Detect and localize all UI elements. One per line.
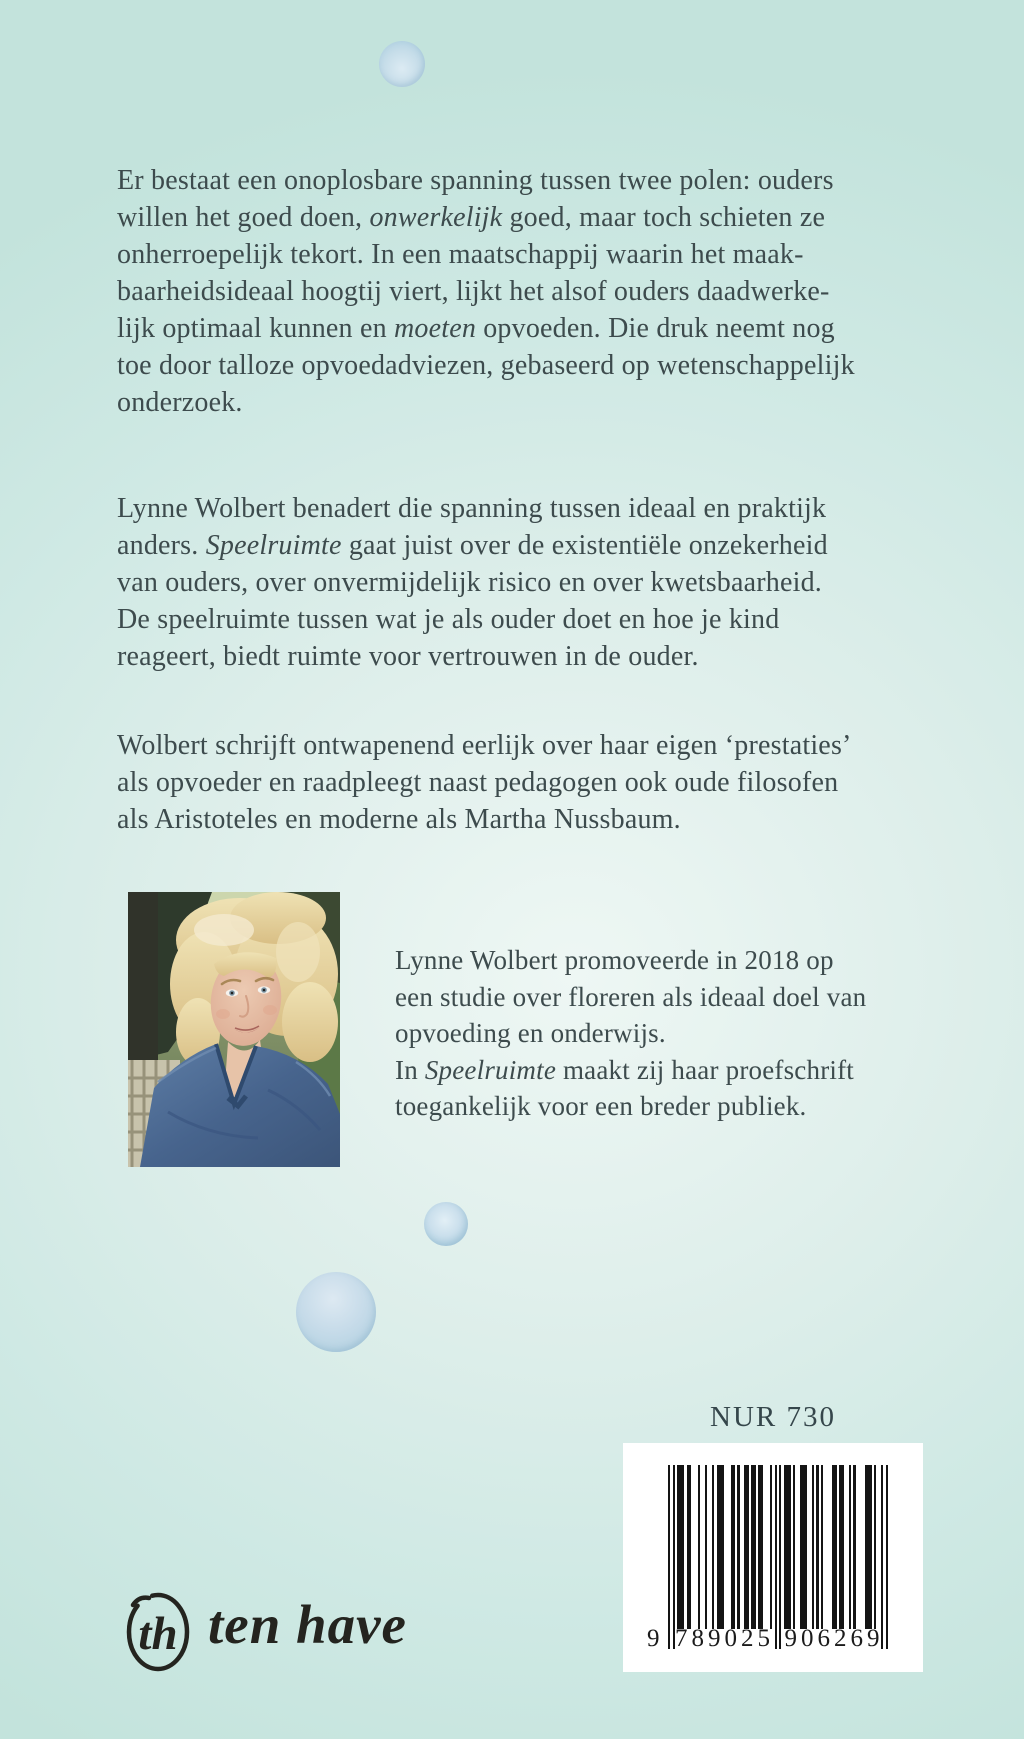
ten-have-monogram: th — [138, 1608, 178, 1660]
barcode-bars — [668, 1465, 888, 1652]
barcode-bar — [770, 1465, 772, 1629]
publisher-wordmark: ten have — [208, 1594, 407, 1655]
barcode-bar — [793, 1465, 795, 1629]
text-line: als Aristoteles en moderne als Martha Nussbaum. — [117, 804, 681, 835]
barcode-bar — [758, 1465, 763, 1629]
text-line: toegankelijk voor een breder publiek. — [395, 1091, 807, 1121]
barcode-bar — [816, 1465, 818, 1629]
text-line: Er bestaat een onoplosbare spanning tussen twee polen: ouders — [117, 165, 834, 196]
barcode-bar — [698, 1465, 700, 1629]
text-line: baarheidsideaal hoogtij viert, lijkt het alsof ouders daadwerke- — [117, 276, 830, 307]
barcode-bar — [744, 1465, 749, 1629]
barcode-bar — [705, 1465, 707, 1629]
barcode-bar — [784, 1465, 791, 1629]
barcode-bar — [849, 1465, 851, 1629]
barcode-bar — [668, 1465, 670, 1649]
barcode-bar — [775, 1465, 777, 1649]
text-line: Wolbert schrijft ontwapenend eerlijk over haar eigen ‘prestaties’ — [117, 730, 852, 761]
text-line: opvoeding en onderwijs. — [395, 1018, 666, 1048]
barcode-bar — [673, 1465, 675, 1649]
author-bio — [395, 942, 866, 1125]
barcode-bar — [800, 1465, 807, 1629]
text-line: Lynne Wolbert benadert die spanning tussen ideaal en praktijk — [117, 493, 827, 524]
nur-code: NUR 730 — [710, 1401, 836, 1433]
barcode-bar — [737, 1465, 739, 1629]
blurb-paragraph-1 — [117, 162, 855, 421]
barcode-bar — [881, 1465, 883, 1649]
text-line: willen het goed doen, onwerkelijk goed, maar toch schieten ze — [117, 202, 826, 233]
barcode-bar — [865, 1465, 872, 1629]
bubble-decoration — [424, 1202, 468, 1246]
text-line: In Speelruimte maakt zij haar proefschrift — [395, 1054, 854, 1085]
barcode-number — [623, 1625, 923, 1655]
barcode-bar — [779, 1465, 781, 1649]
barcode — [623, 1443, 923, 1672]
barcode-bar — [821, 1465, 823, 1629]
barcode-digit-left: 9 — [647, 1625, 660, 1652]
ten-have-monogram-circle — [124, 1589, 192, 1673]
barcode-bar — [886, 1465, 888, 1649]
text-line: De speelruimte tussen wat je als ouder doet en hoe je kind — [117, 604, 780, 635]
barcode-bar — [687, 1465, 692, 1629]
blurb-paragraph-2 — [117, 490, 828, 675]
text-line: onherroepelijk tekort. In een maatschappij waarin het maak- — [117, 239, 804, 270]
barcode-bar — [731, 1465, 736, 1629]
text-line: reageert, biedt ruimte voor vertrouwen in de ouder. — [117, 641, 699, 672]
text-line: van ouders, over onvermijdelijk risico en over kwetsbaarheid. — [117, 567, 822, 598]
barcode-bar — [853, 1465, 855, 1629]
text-line: Lynne Wolbert promoveerde in 2018 op — [395, 945, 834, 975]
barcode-bar — [839, 1465, 844, 1629]
blurb-paragraph-3 — [117, 727, 852, 838]
text-line: lijk optimaal kunnen en moeten opvoeden. Die druk neemt nog — [117, 313, 835, 344]
bubble-decoration — [296, 1272, 376, 1352]
barcode-bar — [812, 1465, 814, 1629]
text-line: toe door talloze opvoedadviezen, gebaseerd op wetenschappelijk — [117, 350, 855, 381]
text-line: anders. Speelruimte gaat juist over de existentiële onzekerheid — [117, 530, 828, 561]
bubble-decoration — [379, 41, 425, 87]
text-line: onderzoek. — [117, 387, 243, 418]
barcode-bar — [874, 1465, 876, 1629]
barcode-digit-group-1: 789025 — [675, 1625, 774, 1652]
author-photo — [128, 892, 340, 1167]
barcode-digit-group-2: 906269 — [784, 1625, 884, 1652]
barcode-bar — [832, 1465, 837, 1629]
barcode-bar — [712, 1465, 714, 1629]
barcode-bar — [751, 1465, 756, 1629]
barcode-bar — [677, 1465, 684, 1629]
text-line: een studie over floreren als ideaal doel van — [395, 981, 867, 1012]
barcode-bar — [717, 1465, 724, 1629]
text-line: als opvoeder en raadpleegt naast pedagogen ook oude filosofen — [117, 767, 839, 798]
